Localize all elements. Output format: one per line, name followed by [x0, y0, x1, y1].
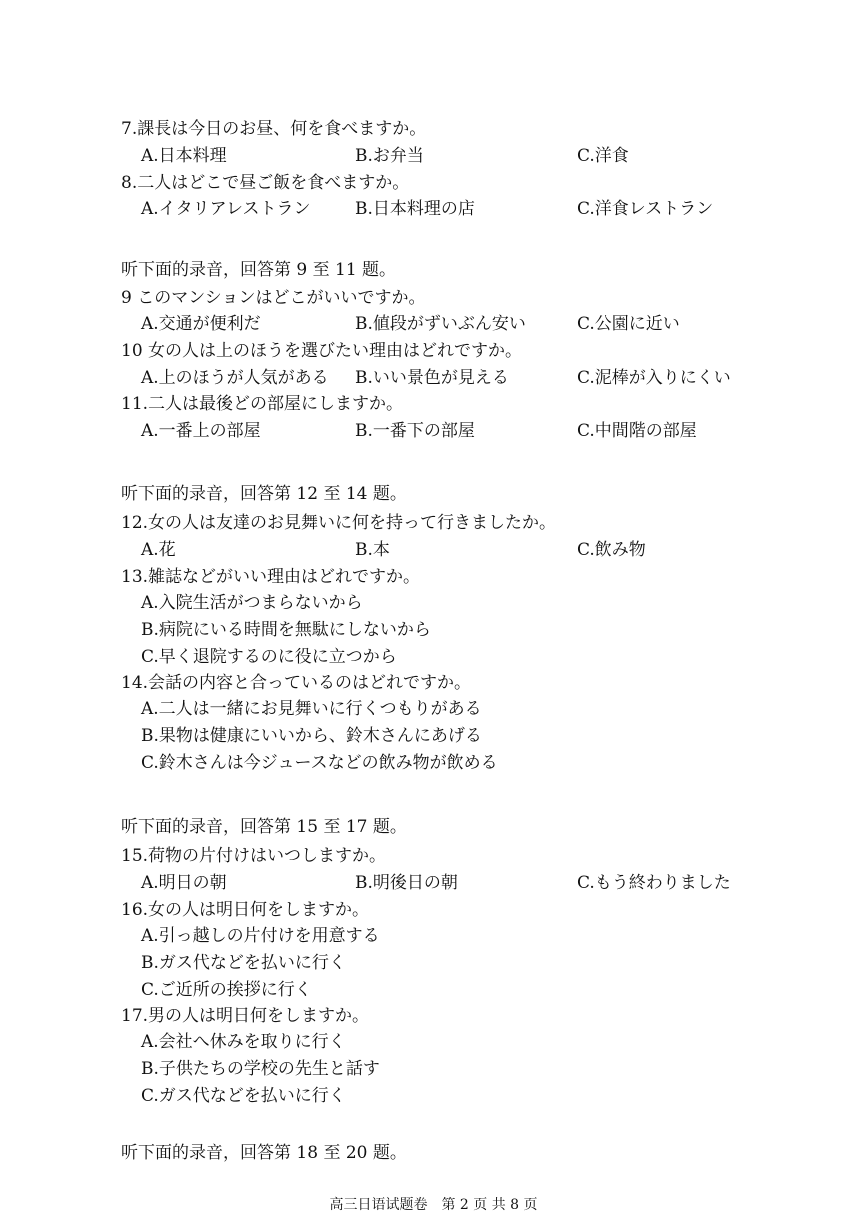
question-17: 17.男の人は明日何をしますか。 — [121, 1006, 370, 1026]
q12-option-c: C.飲み物 — [577, 540, 646, 560]
instruction-12-14: 听下面的录音，回答第 12 至 14 题。 — [121, 484, 407, 504]
q15-option-b: B.明後日の朝 — [355, 873, 458, 893]
q14-option-b: B.果物は健康にいいから、鈴木さんにあげる — [141, 726, 482, 746]
question-7: 7.課長は今日のお昼、何を食べますか。 — [121, 119, 427, 139]
instruction-18-20: 听下面的录音，回答第 18 至 20 题。 — [121, 1143, 407, 1163]
q7-option-b: B.お弁当 — [355, 146, 424, 166]
q12-option-a: A.花 — [141, 540, 176, 560]
q13-option-b: B.病院にいる時間を無駄にしないから — [141, 620, 431, 640]
q7-option-c: C.洋食 — [577, 146, 629, 166]
q17-option-b: B.子供たちの学校の先生と話す — [141, 1059, 380, 1079]
question-8: 8.二人はどこで昼ご飯を食べますか。 — [121, 173, 410, 193]
instruction-9-11: 听下面的录音，回答第 9 至 11 题。 — [121, 260, 397, 280]
question-12: 12.女の人は友達のお見舞いに何を持って行きましたか。 — [121, 513, 557, 533]
q8-option-a: A.イタリアレストラン — [141, 199, 311, 219]
q8-option-b: B.日本料理の店 — [355, 199, 475, 219]
question-14: 14.会話の内容と合っているのはどれですか。 — [121, 673, 472, 693]
q10-option-c: C.泥棒が入りにくい — [577, 368, 731, 388]
q14-option-c: C.鈴木さんは今ジュースなどの飲み物が飲める — [141, 753, 498, 773]
q17-option-a: A.会社へ休みを取りに行く — [141, 1032, 346, 1052]
question-10: 10 女の人は上のほうを選びたい理由はどれですか。 — [121, 341, 523, 361]
page-footer: 高三日语试题卷 第 2 页 共 8 页 — [329, 1197, 538, 1213]
q8-option-c: C.洋食レストラン — [577, 199, 714, 219]
question-11: 11.二人は最後どの部屋にしますか。 — [121, 394, 404, 414]
q10-option-b: B.いい景色が見える — [355, 368, 509, 388]
question-13: 13.雑誌などがいい理由はどれですか。 — [121, 567, 421, 587]
q9-option-c: C.公園に近い — [577, 314, 680, 334]
q15-option-c: C.もう終わりました — [577, 873, 731, 893]
instruction-15-17: 听下面的录音，回答第 15 至 17 题。 — [121, 817, 407, 837]
q11-option-a: A.一番上の部屋 — [141, 421, 261, 441]
q9-option-b: B.値段がずいぶん安い — [355, 314, 526, 334]
q7-option-a: A.日本料理 — [141, 146, 227, 166]
q13-option-c: C.早く退院するのに役に立つから — [141, 647, 397, 667]
q16-option-c: C.ご近所の挨拶に行く — [141, 980, 312, 1000]
question-9: 9 このマンションはどこがいいですか。 — [121, 288, 426, 308]
question-15: 15.荷物の片付けはいつしますか。 — [121, 846, 387, 866]
q9-option-a: A.交通が便利だ — [141, 314, 261, 334]
q14-option-a: A.二人は一緒にお見舞いに行くつもりがある — [141, 699, 482, 719]
q13-option-a: A.入院生活がつまらないから — [141, 593, 363, 613]
q10-option-a: A.上のほうが人気がある — [141, 368, 329, 388]
q16-option-b: B.ガス代などを払いに行く — [141, 953, 346, 973]
q16-option-a: A.引っ越しの片付けを用意する — [141, 926, 380, 946]
q17-option-c: C.ガス代などを払いに行く — [141, 1086, 346, 1106]
q11-option-c: C.中間階の部屋 — [577, 421, 697, 441]
q15-option-a: A.明日の朝 — [141, 873, 227, 893]
q12-option-b: B.本 — [355, 540, 390, 560]
q11-option-b: B.一番下の部屋 — [355, 421, 475, 441]
question-16: 16.女の人は明日何をしますか。 — [121, 900, 370, 920]
